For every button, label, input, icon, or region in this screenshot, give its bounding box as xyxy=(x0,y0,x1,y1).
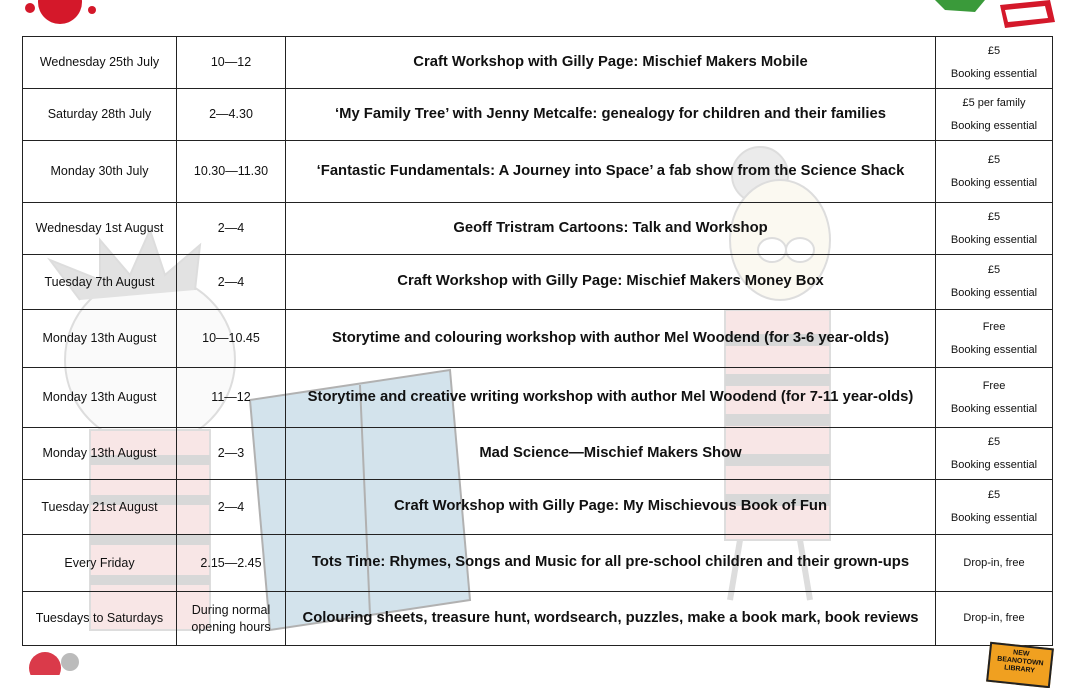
event-title: Craft Workshop with Gilly Page: Mischief Makers Money Box xyxy=(286,255,936,310)
event-time-line: 2—4.30 xyxy=(209,107,253,122)
event-date: Wednesday 25th July xyxy=(23,37,177,89)
event-time xyxy=(177,141,286,203)
event-time-line: 2—4 xyxy=(217,499,245,514)
event-time-line: 2.15—2.45 xyxy=(200,555,262,570)
event-title: ‘Fantastic Fundamentals: A Journey into Space’ a fab show from the Science Shack xyxy=(286,141,936,203)
event-cost-line: £5 xyxy=(987,264,1001,276)
events-table xyxy=(22,36,1053,646)
event-cost xyxy=(936,480,1053,535)
table-row xyxy=(23,89,1053,141)
event-date: Tuesday 7th August xyxy=(23,255,177,310)
event-time-line: 2—4 xyxy=(217,221,245,236)
event-cost-line: £5 per family xyxy=(962,96,1026,109)
event-time-line: 2—4 xyxy=(217,274,245,289)
event-title: Colouring sheets, treasure hunt, wordsearch, puzzles, make a book mark, book reviews xyxy=(286,592,936,646)
event-cost xyxy=(936,428,1053,480)
event-time-line: 2—3 xyxy=(217,446,245,461)
bottom-splat-icon xyxy=(29,652,79,675)
event-time-line: 11—12 xyxy=(211,390,251,405)
event-cost-line: Free xyxy=(982,379,1006,392)
book-stack-icon xyxy=(935,0,1055,28)
event-time xyxy=(177,480,286,535)
event-date: Every Friday xyxy=(23,535,177,592)
event-cost-line: £5 xyxy=(987,44,1001,57)
event-cost xyxy=(936,368,1053,428)
event-title: Craft Workshop with Gilly Page: My Mischievous Book of Fun xyxy=(286,480,936,535)
event-date: Monday 13th August xyxy=(23,368,177,428)
event-title: Tots Time: Rhymes, Songs and Music for all pre-school children and their grown-ups xyxy=(286,535,936,592)
event-cost xyxy=(936,310,1053,368)
event-cost xyxy=(936,89,1053,141)
library-logo xyxy=(986,642,1054,688)
event-time xyxy=(177,535,286,592)
event-cost-line: Booking essential xyxy=(950,458,1038,471)
event-cost-line: £5 xyxy=(987,153,1001,166)
event-time xyxy=(177,310,286,368)
event-date: Tuesday 21st August xyxy=(23,480,177,535)
event-date: Monday 13th August xyxy=(23,428,177,480)
event-cost-line: Booking essential xyxy=(950,233,1038,246)
table-row xyxy=(23,141,1053,203)
event-cost-line: £5 xyxy=(987,489,1001,501)
splat-icon xyxy=(25,0,96,24)
event-time-line: 10—10.45 xyxy=(202,331,260,346)
event-date: Tuesdays to Saturdays xyxy=(23,592,177,646)
event-cost-line: Booking essential xyxy=(950,512,1038,524)
event-cost-line: Booking essential xyxy=(950,343,1038,356)
table-row xyxy=(23,535,1053,592)
event-cost-line: Booking essential xyxy=(950,402,1038,415)
event-time-line: During normal xyxy=(191,602,271,617)
event-cost-line: Booking essential xyxy=(950,119,1038,132)
event-cost xyxy=(936,203,1053,255)
table-row xyxy=(23,37,1053,89)
event-title: Storytime and colouring workshop with author Mel Woodend (for 3-6 year-olds) xyxy=(286,310,936,368)
event-time xyxy=(177,592,286,646)
event-time xyxy=(177,89,286,141)
event-date: Wednesday 1st August xyxy=(23,203,177,255)
event-cost-line: Booking essential xyxy=(950,176,1038,189)
event-time-line: opening hours xyxy=(191,619,271,634)
event-time xyxy=(177,428,286,480)
event-time xyxy=(177,37,286,89)
event-cost-line: Free xyxy=(982,320,1006,333)
event-title: Geoff Tristram Cartoons: Talk and Workshop xyxy=(286,203,936,255)
event-cost xyxy=(936,141,1053,203)
event-cost-line: Booking essential xyxy=(950,287,1038,299)
event-time-line: 10—12 xyxy=(210,55,252,70)
event-cost-line: Drop-in, free xyxy=(963,612,1025,624)
table-row xyxy=(23,592,1053,646)
event-cost xyxy=(936,535,1053,592)
event-time-line: 10.30—11.30 xyxy=(193,164,269,179)
event-date: Monday 30th July xyxy=(23,141,177,203)
event-cost xyxy=(936,592,1053,646)
table-row xyxy=(23,203,1053,255)
event-date: Saturday 28th July xyxy=(23,89,177,141)
event-date: Monday 13th August xyxy=(23,310,177,368)
event-title: Storytime and creative writing workshop with author Mel Woodend (for 7-11 year-olds) xyxy=(286,368,936,428)
event-cost-line: £5 xyxy=(987,210,1001,223)
table-row xyxy=(23,480,1053,535)
logo-line1: NEW xyxy=(1012,649,1030,658)
event-title: Mad Science—Mischief Makers Show xyxy=(286,428,936,480)
event-title: ‘My Family Tree’ with Jenny Metcalfe: genealogy for children and their families xyxy=(286,89,936,141)
table-row xyxy=(23,368,1053,428)
event-time xyxy=(177,203,286,255)
event-cost xyxy=(936,37,1053,89)
event-cost-line: £5 xyxy=(987,435,1001,448)
event-title: Craft Workshop with Gilly Page: Mischief Makers Mobile xyxy=(286,37,936,89)
logo-line2: BEANOTOWN xyxy=(996,655,1044,668)
event-time xyxy=(177,368,286,428)
table-row xyxy=(23,255,1053,310)
logo-line3: LIBRARY xyxy=(1003,664,1036,675)
table-row xyxy=(23,310,1053,368)
table-row xyxy=(23,428,1053,480)
event-cost-line: Booking essential xyxy=(950,67,1038,80)
event-cost-line: Drop-in, free xyxy=(963,556,1025,569)
event-cost xyxy=(936,255,1053,310)
event-time xyxy=(177,255,286,310)
